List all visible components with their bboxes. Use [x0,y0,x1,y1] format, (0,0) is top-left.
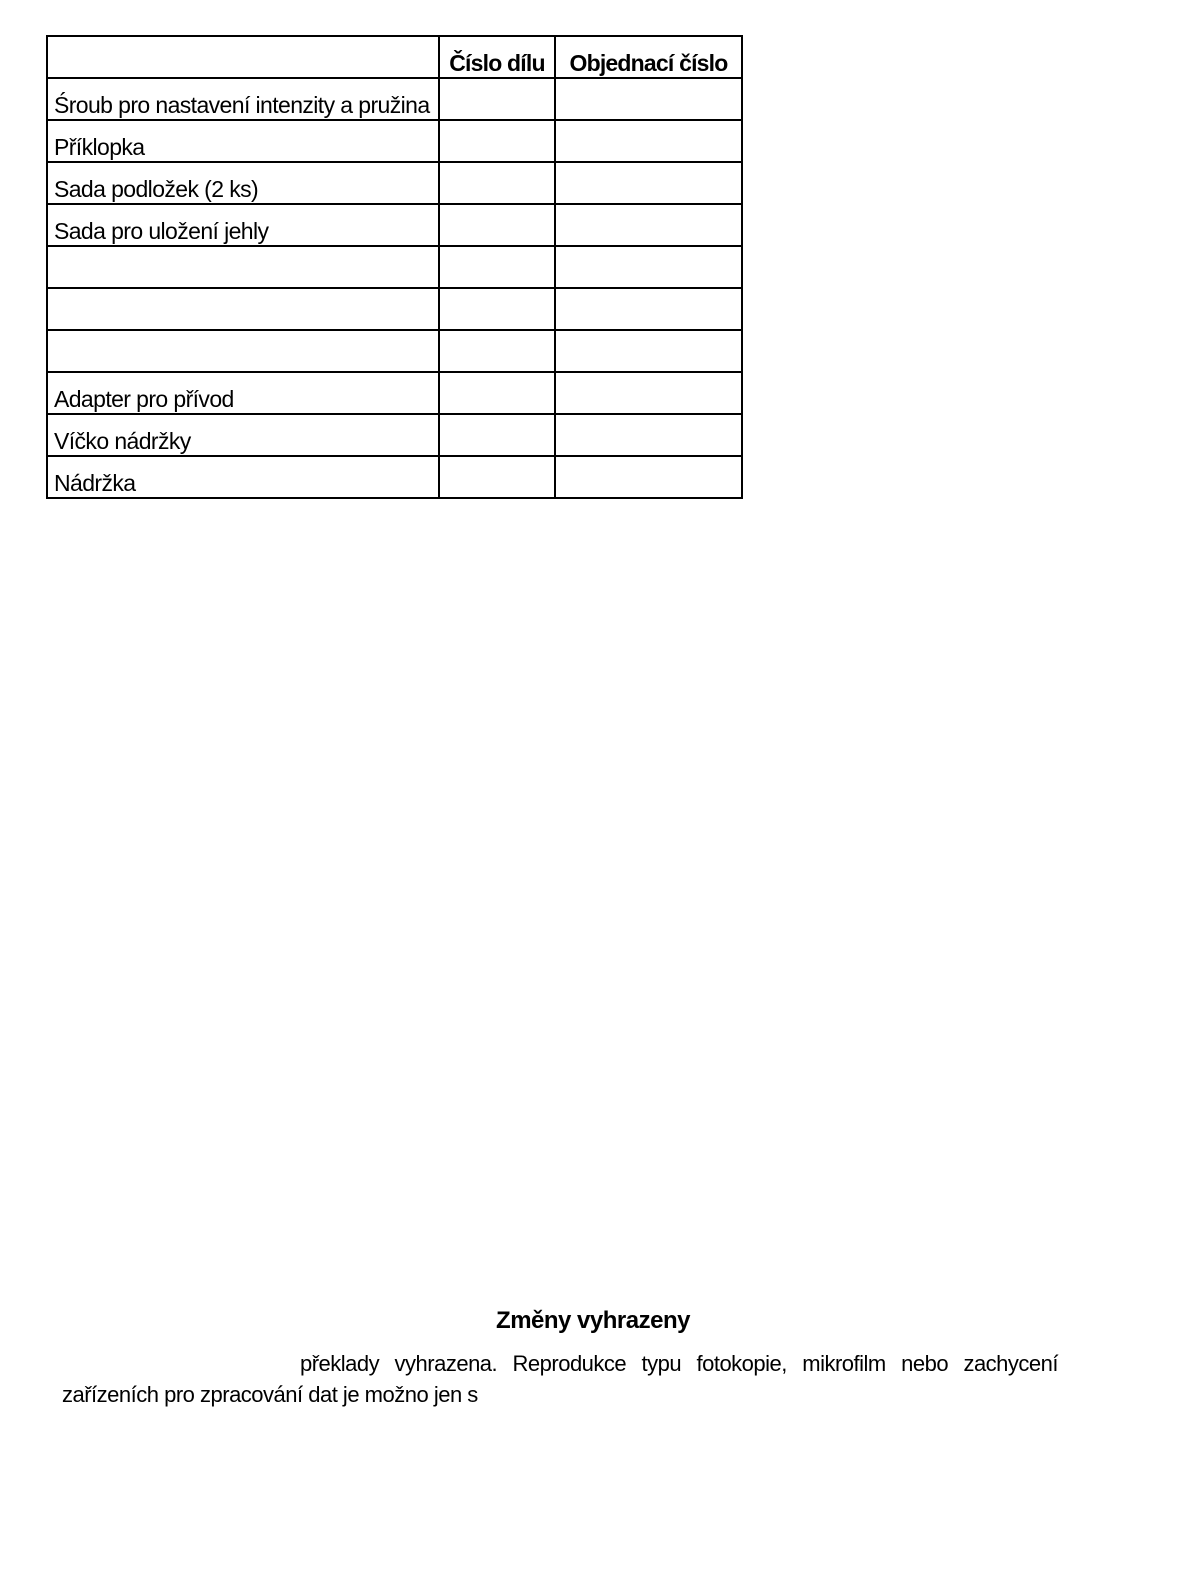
header-cell-part-number: Číslo dílu [439,36,555,78]
part-name-cell [47,330,439,372]
part-number-cell [439,414,555,456]
header-cell-order-number: Objednací číslo [555,36,742,78]
order-number-cell [555,414,742,456]
order-number-cell [555,372,742,414]
table-row [47,330,742,372]
part-number-cell [439,288,555,330]
parts-table [46,35,743,499]
order-number-cell [555,456,742,498]
order-number-cell [555,120,742,162]
part-number-cell [439,204,555,246]
part-number-cell [439,78,555,120]
table-row [47,162,742,204]
table-row [47,78,742,120]
order-number-cell [555,246,742,288]
part-name-cell: Sada pro uložení jehly [47,204,439,246]
part-number-cell [439,456,555,498]
order-number-cell [555,330,742,372]
part-number-cell [439,330,555,372]
copyright-text-line-1: překlady vyhrazena. Reprodukce typu fotokopie, mikrofilm nebo zachycení [300,1351,1058,1376]
table-row [47,414,742,456]
part-name-cell [47,246,439,288]
order-number-cell [555,288,742,330]
part-name-cell: Příklopka [47,120,439,162]
part-name-cell: Nádržka [47,456,439,498]
order-number-cell [555,78,742,120]
part-name-cell: Śroub pro nastavení intenzity a pružina [47,78,439,120]
header-cell-name [47,36,439,78]
part-name-cell: Sada podložek (2 ks) [47,162,439,204]
part-number-cell [439,372,555,414]
table-row [47,246,742,288]
part-number-cell [439,120,555,162]
part-name-cell [47,288,439,330]
part-name-cell: Adapter pro přívod [47,372,439,414]
copyright-text-line-2: zařízeních pro zpracování dat je možno jen s [62,1382,478,1407]
part-number-cell [439,162,555,204]
table-row [47,372,742,414]
part-name-cell: Víčko nádržky [47,414,439,456]
changes-reserved-heading: Změny vyhrazeny [496,1307,690,1334]
table-row [47,456,742,498]
table-row [47,120,742,162]
table-row [47,288,742,330]
part-number-cell [439,246,555,288]
order-number-cell [555,162,742,204]
table-header-row [47,36,742,78]
order-number-cell [555,204,742,246]
table-row [47,204,742,246]
